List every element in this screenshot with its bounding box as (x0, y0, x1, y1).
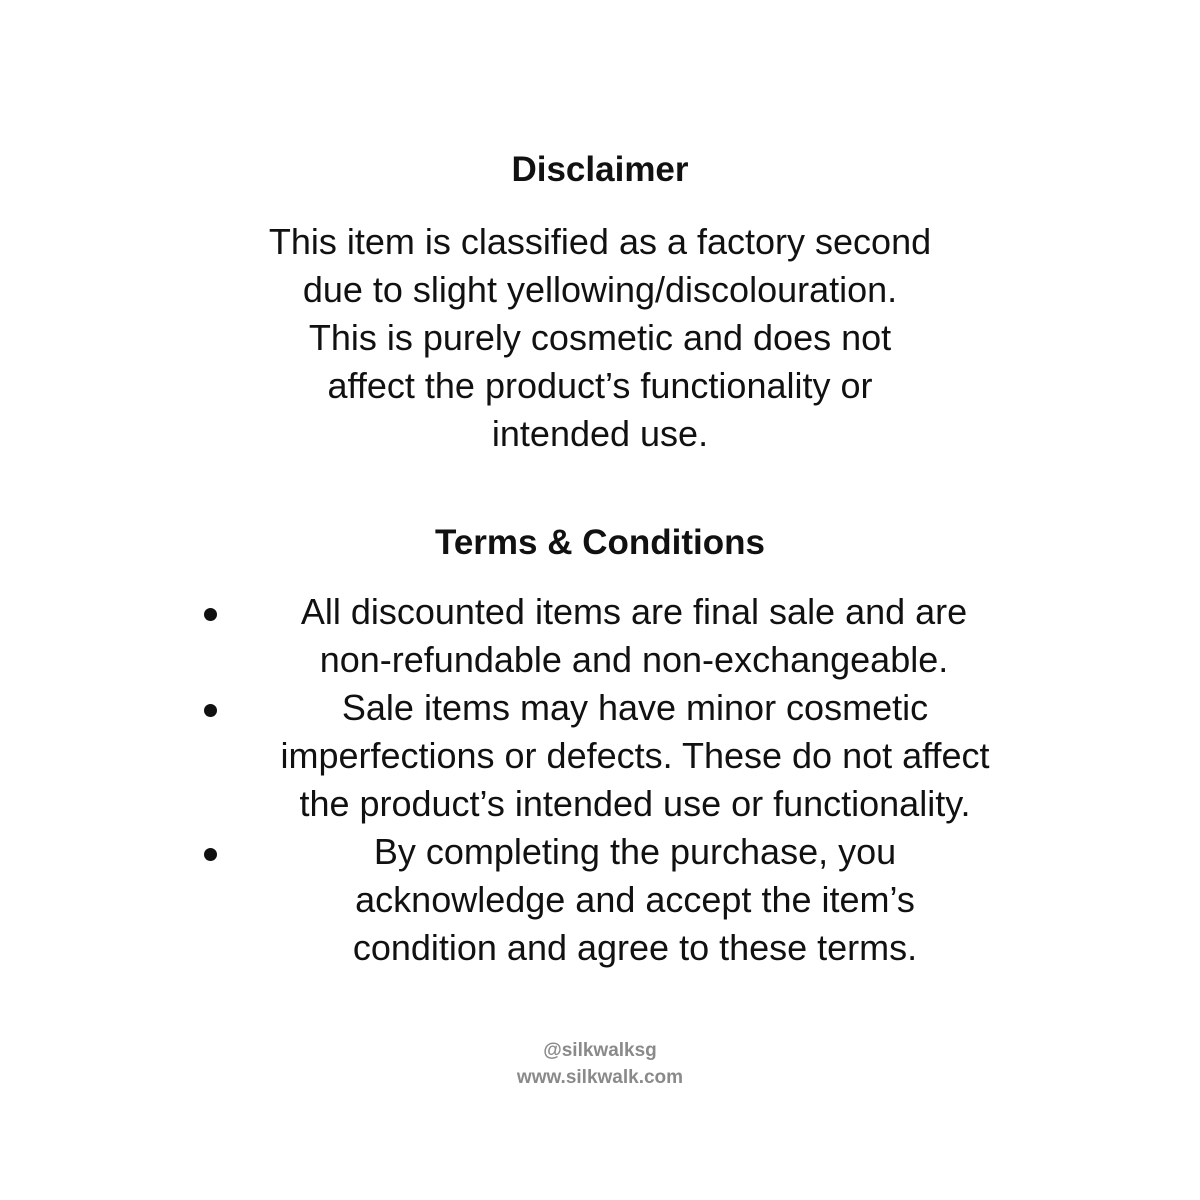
bullet-icon (204, 608, 217, 621)
bullet-icon (204, 848, 217, 861)
terms-list-item (0, 828, 1200, 972)
disclaimer-line: intended use. (491, 413, 709, 454)
term-line: the product’s intended use or functionality. (299, 783, 971, 824)
bullet-icon (204, 704, 217, 717)
disclaimer-text (200, 218, 1000, 458)
term-line: Sale items may have minor cosmetic (341, 687, 929, 728)
terms-list-item (0, 684, 1200, 828)
term-line: non-refundable and non-exchangeable. (319, 639, 949, 680)
term-text (230, 684, 1040, 828)
term-line: acknowledge and accept the item’s (355, 879, 915, 920)
disclaimer-line: affect the product’s functionality or (327, 365, 873, 406)
social-handle: @silkwalksg (543, 1040, 657, 1061)
term-line: All discounted items are final sale and are (300, 591, 968, 632)
disclaimer-line: due to slight yellowing/discolouration. (302, 269, 898, 310)
terms-heading: Terms & Conditions (435, 523, 765, 562)
term-line: condition and agree to these terms. (352, 927, 918, 968)
term-line: imperfections or defects. These do not affect (280, 735, 990, 776)
disclaimer-heading: Disclaimer (511, 150, 689, 189)
term-text (230, 828, 1040, 972)
term-text (234, 588, 1034, 684)
term-line: By completing the purchase, you (373, 831, 897, 872)
terms-list (0, 588, 1200, 972)
disclaimer-line: This is purely cosmetic and does not (308, 317, 892, 358)
website-url: www.silkwalk.com (516, 1067, 684, 1088)
terms-list-item (0, 588, 1200, 684)
disclaimer-line: This item is classified as a factory second (268, 221, 932, 262)
